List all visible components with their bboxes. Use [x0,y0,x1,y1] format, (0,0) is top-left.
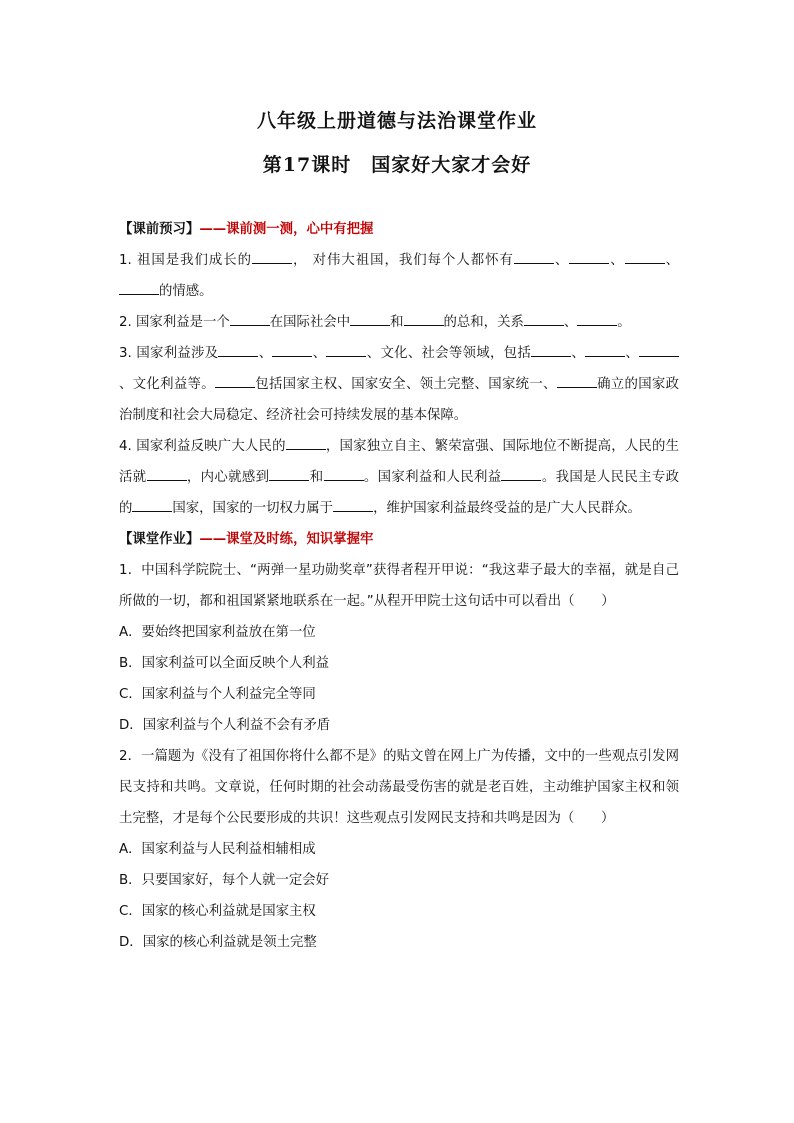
answer-blank[interactable] [404,312,444,326]
answer-blank[interactable] [524,312,564,326]
classwork-header [119,524,679,555]
answer-blank[interactable] [286,436,326,450]
preview-question-3: 3. 国家利益涉及 、 、 、文化、社会等领域，包括 、 、、文化利益等。 包括国家主权、国家安全、领土完整、国家统一、 确立的国家政治制度和社会大局稳定、经济社会可持续发展的基本保障。 [119,338,679,431]
answer-blank[interactable] [557,374,597,388]
preview-header [119,214,679,245]
answer-blank[interactable] [333,498,373,512]
answer-blank[interactable] [215,374,255,388]
answer-blank[interactable] [252,250,292,264]
answer-blank[interactable] [269,467,309,481]
answer-blank[interactable] [272,343,312,357]
classwork-label: 【课堂作业】 [119,532,200,547]
answer-blank[interactable] [531,343,571,357]
lesson-subtitle: 第17课时 国家好大家才会好 [262,154,532,176]
answer-option[interactable]: A．国家利益与人民利益相辅相成 [119,842,316,857]
answer-option[interactable]: B．国家利益可以全面反映个人利益 [119,656,330,671]
answer-blank[interactable] [625,250,665,264]
answer-blank[interactable] [218,343,258,357]
preview-question-4: 4. 国家利益反映广大人民的 ，国家独立自主、繁荣富强、国际地位不断提高，人民的生活就 ，内心就感到 和 。国家利益和人民利益 。我国是人民民主专政的 国家，国家的一切权力属于 ，维护国家利益最终受益的是广大人民群众。 [119,431,679,524]
question-stem: 1．中国科学院院士、“两弹一星功勋奖章”获得者程开甲说：“我这辈子最大的幸福，就是自己所做的一切，都和祖国紧紧地联系在一起。”从程开甲院士这句话中可以看出（ ） [119,563,679,609]
answer-option[interactable]: C．国家的核心利益就是国家主权 [119,904,316,919]
answer-blank[interactable] [569,250,609,264]
preview-label: 【课前预习】 [119,222,200,237]
answer-option[interactable]: D．国家的核心利益就是领土完整 [119,935,317,950]
answer-blank[interactable] [230,312,270,326]
answer-blank[interactable] [350,312,390,326]
answer-blank[interactable] [501,467,541,481]
preview-tagline: ——课前测一测，心中有把握 [199,222,374,237]
answer-blank[interactable] [119,281,159,295]
classwork-tagline: ——课堂及时练，知识掌握牢 [199,532,374,547]
answer-blank[interactable] [639,343,679,357]
answer-blank[interactable] [585,343,625,357]
preview-question-2: 2. 国家利益是一个 在国际社会中 和 的总和，关系 、 。 [119,307,679,338]
answer-option[interactable]: C．国家利益与个人利益完全等同 [119,687,316,702]
question-stem: 2．一篇题为《没有了祖国你将什么都不是》的贴文曾在网上广为传播，文中的一些观点引发网民支持和共鸣。文章说，任何时期的社会动荡最受伤害的就是老百姓，主动维护国家主权和领土完整，才是每个公民要形成的共识！这些观点引发网民支持和共鸣是因为（ ） [119,749,679,826]
answer-blank[interactable] [132,498,172,512]
preview-question-1: 1. 祖国是我们成长的 ， 对伟大祖国，我们每个人都怀有 、 、 、的情感。 [119,245,679,307]
answer-option[interactable]: B．只要国家好，每个人就一定会好 [119,873,330,888]
answer-blank[interactable] [514,250,554,264]
answer-blank[interactable] [326,343,366,357]
answer-blank[interactable] [147,467,187,481]
page-title: 八年级上册道德与法治课堂作业 [256,110,537,132]
answer-blank[interactable] [577,312,617,326]
answer-blank[interactable] [324,467,364,481]
answer-option[interactable]: D．国家利益与个人利益不会有矛盾 [119,718,331,733]
worksheet-body [119,214,679,958]
answer-option[interactable]: A．要始终把国家利益放在第一位 [119,625,316,640]
